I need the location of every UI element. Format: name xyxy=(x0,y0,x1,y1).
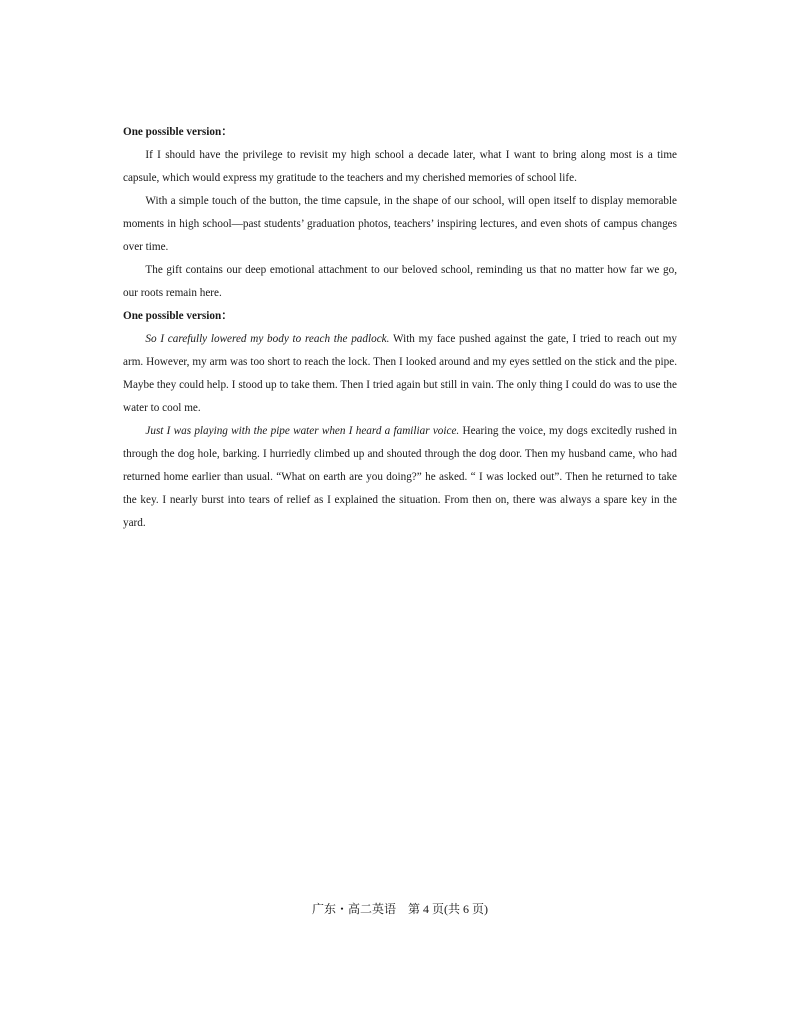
story-paragraph-2-opening: Just I was playing with the pipe water when I heard a familiar voice. xyxy=(145,425,460,437)
section-heading-2: One possible version： xyxy=(123,310,233,322)
essay-paragraph-1: If I should have the privilege to revisit my high school a decade later, what I want to bring along most is a time capsule, which would express my gratitude to the teachers and my cherished memories of school life. xyxy=(123,149,677,184)
story-paragraph-1-opening: So I carefully lowered my body to reach the padlock. xyxy=(145,333,390,345)
section-heading-1: One possible version： xyxy=(123,126,233,138)
story-paragraph-2-body: Hearing the voice, my dogs excitedly rushed in through the dog hole, barking. I hurriedly climbed up and shouted through the dog door. Then my husband came, who had returned home earlier than usual. “What on earth are you doing?” he asked. “ I was locked out”. Then he returned to take the key. I nearly burst into tears of relief as I explained the situation. From then on, there was always a spare key in the yard. xyxy=(123,425,677,529)
page-footer: 广东・高二英语 第 4 页(共 6 页) xyxy=(312,902,488,916)
answer-content xyxy=(123,121,677,535)
essay-paragraph-2: With a simple touch of the button, the time capsule, in the shape of our school, will open itself to display memorable moments in high school—past students’ graduation photos, teachers’ inspiring lectures, and even shots of campus changes over time. xyxy=(123,195,677,253)
story-paragraph-2 xyxy=(123,420,677,535)
story-paragraph-1-body: With my face pushed against the gate, I tried to reach out my arm. However, my arm was too short to reach the lock. Then I looked around and my eyes settled on the stick and the pipe. Maybe they could help. I stood up to take them. Then I tried again but still in vain. The only thing I could do was to use the water to cool me. xyxy=(123,333,677,414)
essay-paragraph-3: The gift contains our deep emotional attachment to our beloved school, reminding us that no matter how far we go, our roots remain here. xyxy=(123,264,677,299)
story-paragraph-1 xyxy=(123,328,677,420)
